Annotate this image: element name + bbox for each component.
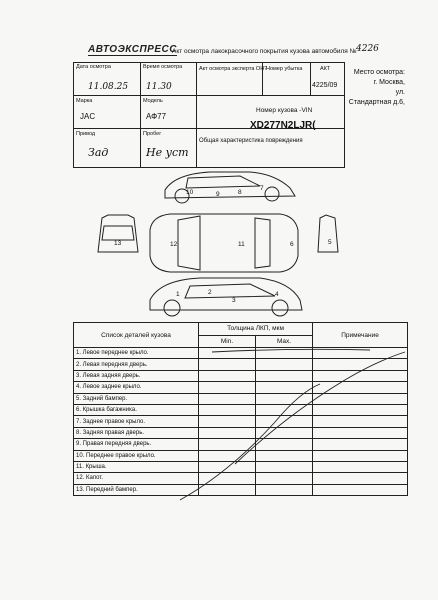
- handwritten-strike-lines: [60, 322, 410, 522]
- place-line: Стандартная д.6,: [348, 99, 405, 106]
- part-name: 2. Левая передняя дверь.: [74, 359, 199, 370]
- info-grid: [73, 62, 345, 168]
- part-name: 3. Левая задняя дверь.: [74, 370, 199, 381]
- col-max-header: Max.: [256, 335, 313, 348]
- panel-label: 8: [238, 189, 242, 196]
- car-diagram: [90, 160, 340, 320]
- make-value: JAC: [80, 112, 96, 121]
- place-line: г. Москва,: [373, 79, 405, 86]
- part-name: 8. Задняя правая дверь.: [74, 427, 199, 438]
- panel-label: 4: [275, 291, 279, 298]
- part-name: 9. Правая передняя дверь.: [74, 439, 199, 450]
- act-number: 4226: [356, 44, 379, 54]
- part-name: 10. Переднее правое крыло.: [74, 450, 199, 461]
- time-value: 11.30: [146, 82, 172, 92]
- make-label: Марка: [76, 98, 93, 104]
- expert-label: Акт осмотра эксперта ОН?: [199, 66, 268, 72]
- part-name: 11. Крыша.: [74, 461, 199, 472]
- part-name: 12. Капот.: [74, 473, 199, 484]
- part-name: 4. Левое заднее крыло.: [74, 382, 199, 393]
- date-value: 11.08.25: [88, 82, 129, 92]
- part-name: 7. Заднее правое крыло.: [74, 416, 199, 427]
- col-thickness-header: Толщина ЛКП, мкм: [199, 323, 313, 336]
- panel-label: 3: [232, 297, 236, 304]
- part-name: 6. Крышка багажника.: [74, 404, 199, 415]
- panel-label: 11: [238, 241, 245, 248]
- damage-label: Общая характеристика повреждения: [199, 138, 303, 144]
- panel-label: 1: [176, 291, 180, 298]
- panel-label: 7: [260, 185, 264, 192]
- drive-value: Зад: [88, 146, 109, 159]
- part-name: 1. Левое переднее крыло.: [74, 348, 199, 359]
- act-label: АКТ: [320, 66, 331, 72]
- drive-label: Привод: [76, 131, 96, 137]
- vin-value: XD277N2LJR(: [250, 120, 316, 131]
- date-label: Дата осмотра: [76, 64, 111, 70]
- panel-label: 9: [216, 191, 220, 198]
- place-line: ул.: [395, 89, 405, 96]
- mileage-label: Пробег: [143, 131, 162, 137]
- panel-label: 6: [290, 241, 294, 248]
- mileage-value: Не уст: [146, 146, 189, 159]
- car-view-side-bottom: [150, 278, 302, 310]
- panel-label: 13: [114, 240, 122, 247]
- part-name: 5. Задний бампер.: [74, 393, 199, 404]
- loss-label: Номер убытка: [266, 66, 303, 72]
- part-name: 13. Передний бампер.: [74, 484, 199, 495]
- place-label: Место осмотра:: [353, 69, 405, 76]
- model-value: АФ77: [146, 112, 167, 121]
- car-view-rear: [318, 215, 338, 252]
- vin-label: Номер кузова -VIN: [256, 107, 313, 114]
- panel-label: 12: [170, 241, 178, 248]
- model-label: Модель: [143, 98, 163, 104]
- act-value: 4225/09: [312, 82, 338, 89]
- panel-label: 5: [328, 239, 332, 246]
- time-label: Время осмотра: [143, 64, 183, 70]
- document-title: Акт осмотра лакокрасочного покрытия кузова автомобиля №: [172, 48, 357, 55]
- col-min-header: Min.: [199, 335, 256, 348]
- panel-label: 2: [208, 289, 212, 296]
- panel-label: 10: [186, 189, 194, 196]
- col-parts-header: Список деталей кузова: [74, 323, 199, 348]
- company-logo: АВТОЭКСПРЕСС: [88, 44, 177, 55]
- inspection-place: [345, 68, 405, 108]
- col-note-header: Примечание: [313, 323, 408, 348]
